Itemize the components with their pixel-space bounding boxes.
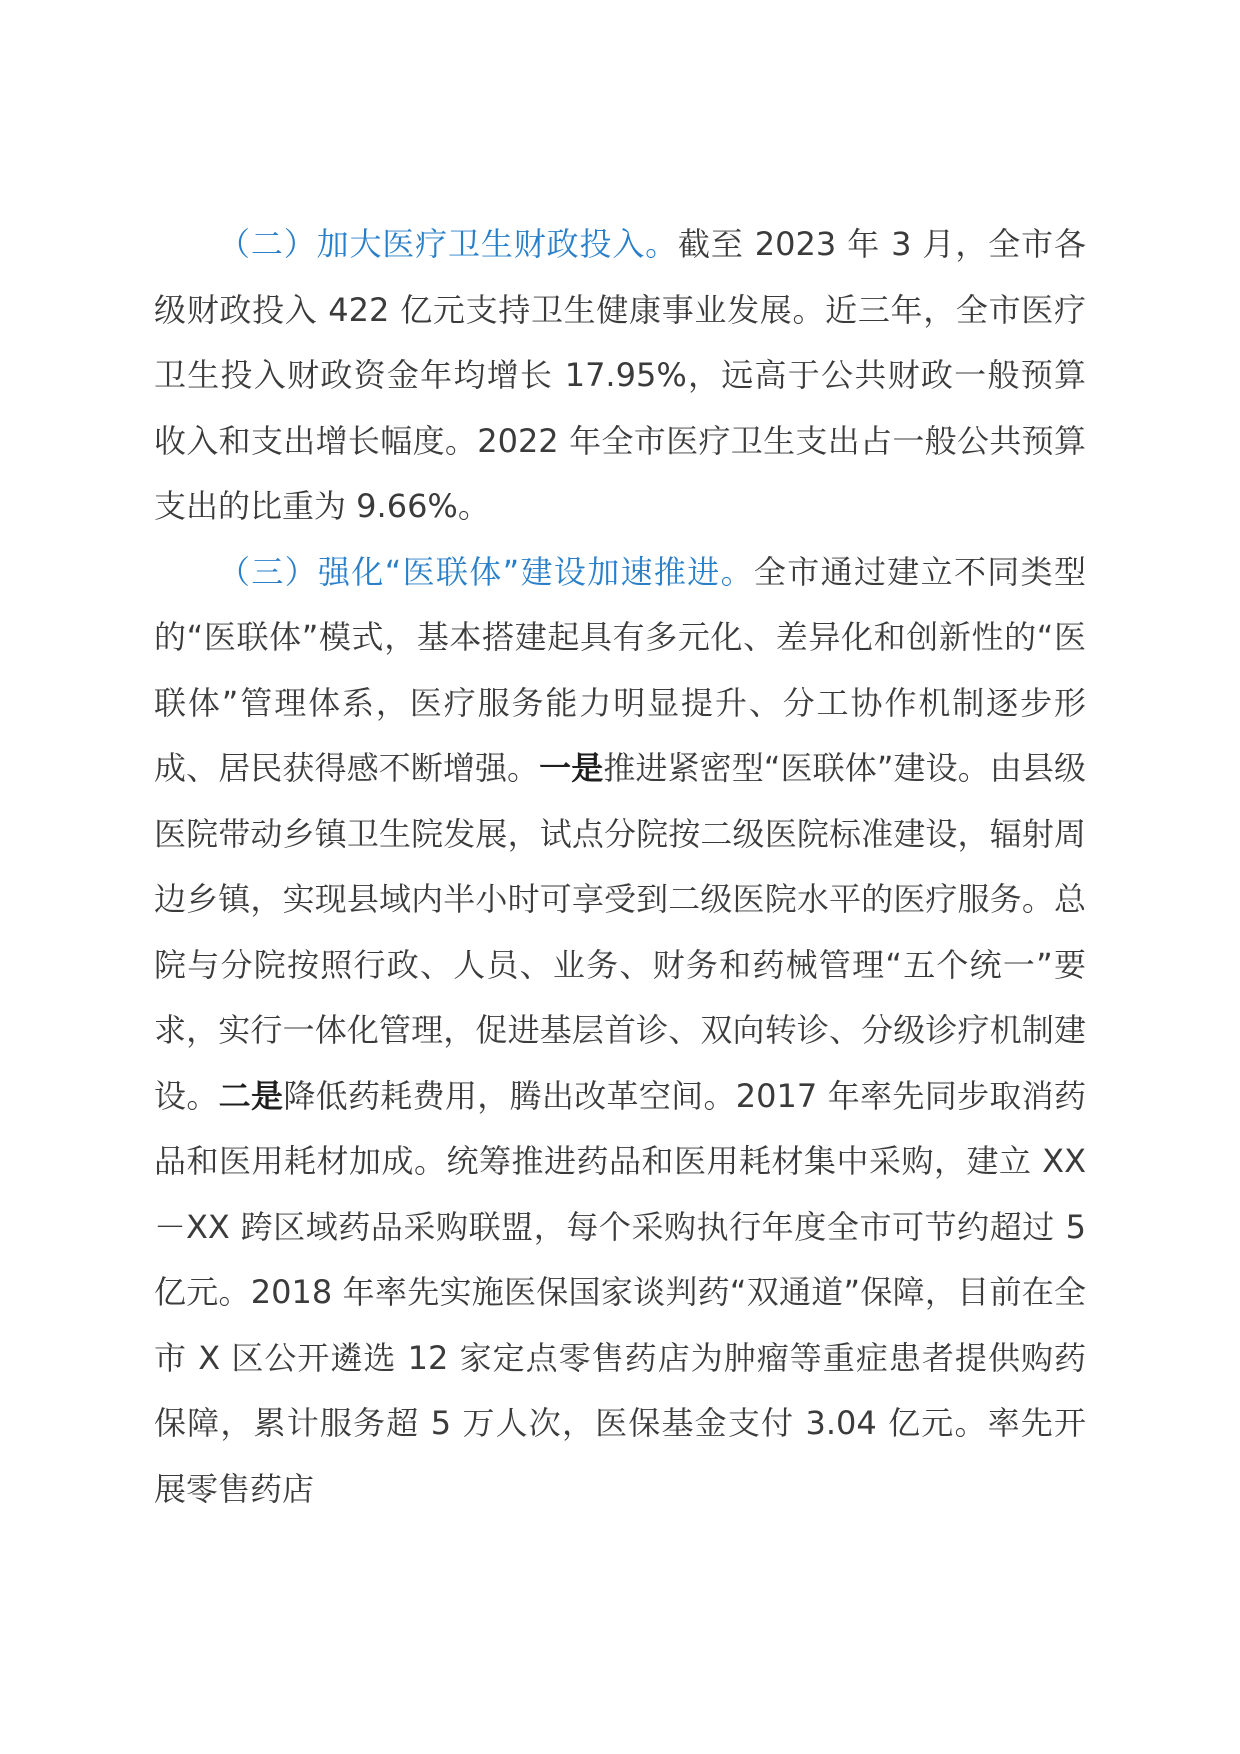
paragraph-text: 降低药耗费用，腾出改革空间。2017 年率先同步取消药品和医用耗材加成。统筹推进药品和医用耗材集中采购，建立 XX－XX 跨区域药品采购联盟，每个采购执行年度全市可节约超过 5 亿元。2018 年率先实施医保国家谈判药“双通道”保障，目前在全市 X 区公开遴选 12 家定点零售药店为肿瘤等重症患者提供购药保障，累计服务超 5 万人次，医保基金支付 3.04 亿元。率先开展零售药店 bbox=[154, 1076, 1086, 1508]
paragraph-fiscal-investment bbox=[154, 212, 1086, 540]
paragraph-text: 全市通过建立不同类型的“医联体”模式，基本搭建起具有多元化、差异化和创新性的“医联体”管理体系，医疗服务能力明显提升、分工协作机制逐步形成、居民获得感不断增强。 bbox=[154, 552, 1086, 787]
bold-marker-first: 一是 bbox=[539, 749, 604, 787]
paragraph-text: 推进紧密型“医联体”建设。由县级医院带动乡镇卫生院发展，试点分院按二级医院标准建设，辐射周边乡镇，实现县域内半小时可享受到二级医院水平的医疗服务。总院与分院按照行政、人员、业务、财务和药械管理“五个统一”要求，实行一体化管理，促进基层首诊、双向转诊、分级诊疗机制建设。 bbox=[154, 749, 1086, 1115]
document-page bbox=[154, 212, 1086, 1522]
paragraph-text: 截至 2023 年 3 月，全市各级财政投入 422 亿元支持卫生健康事业发展。近三年，全市医疗卫生投入财政资金年均增长 17.95%，远高于公共财政一般预算收入和支出增长幅度。2022 年全市医疗卫生支出占一般公共预算支出的比重为 9.66%。 bbox=[154, 225, 1086, 525]
bold-marker-second: 二是 bbox=[218, 1076, 284, 1115]
section-heading-medical-alliance: （三）强化“医联体”建设加速推进。 bbox=[218, 552, 754, 591]
section-heading-fiscal-investment: （二）加大医疗卫生财政投入。 bbox=[218, 225, 679, 263]
paragraph-medical-alliance bbox=[154, 540, 1086, 1523]
